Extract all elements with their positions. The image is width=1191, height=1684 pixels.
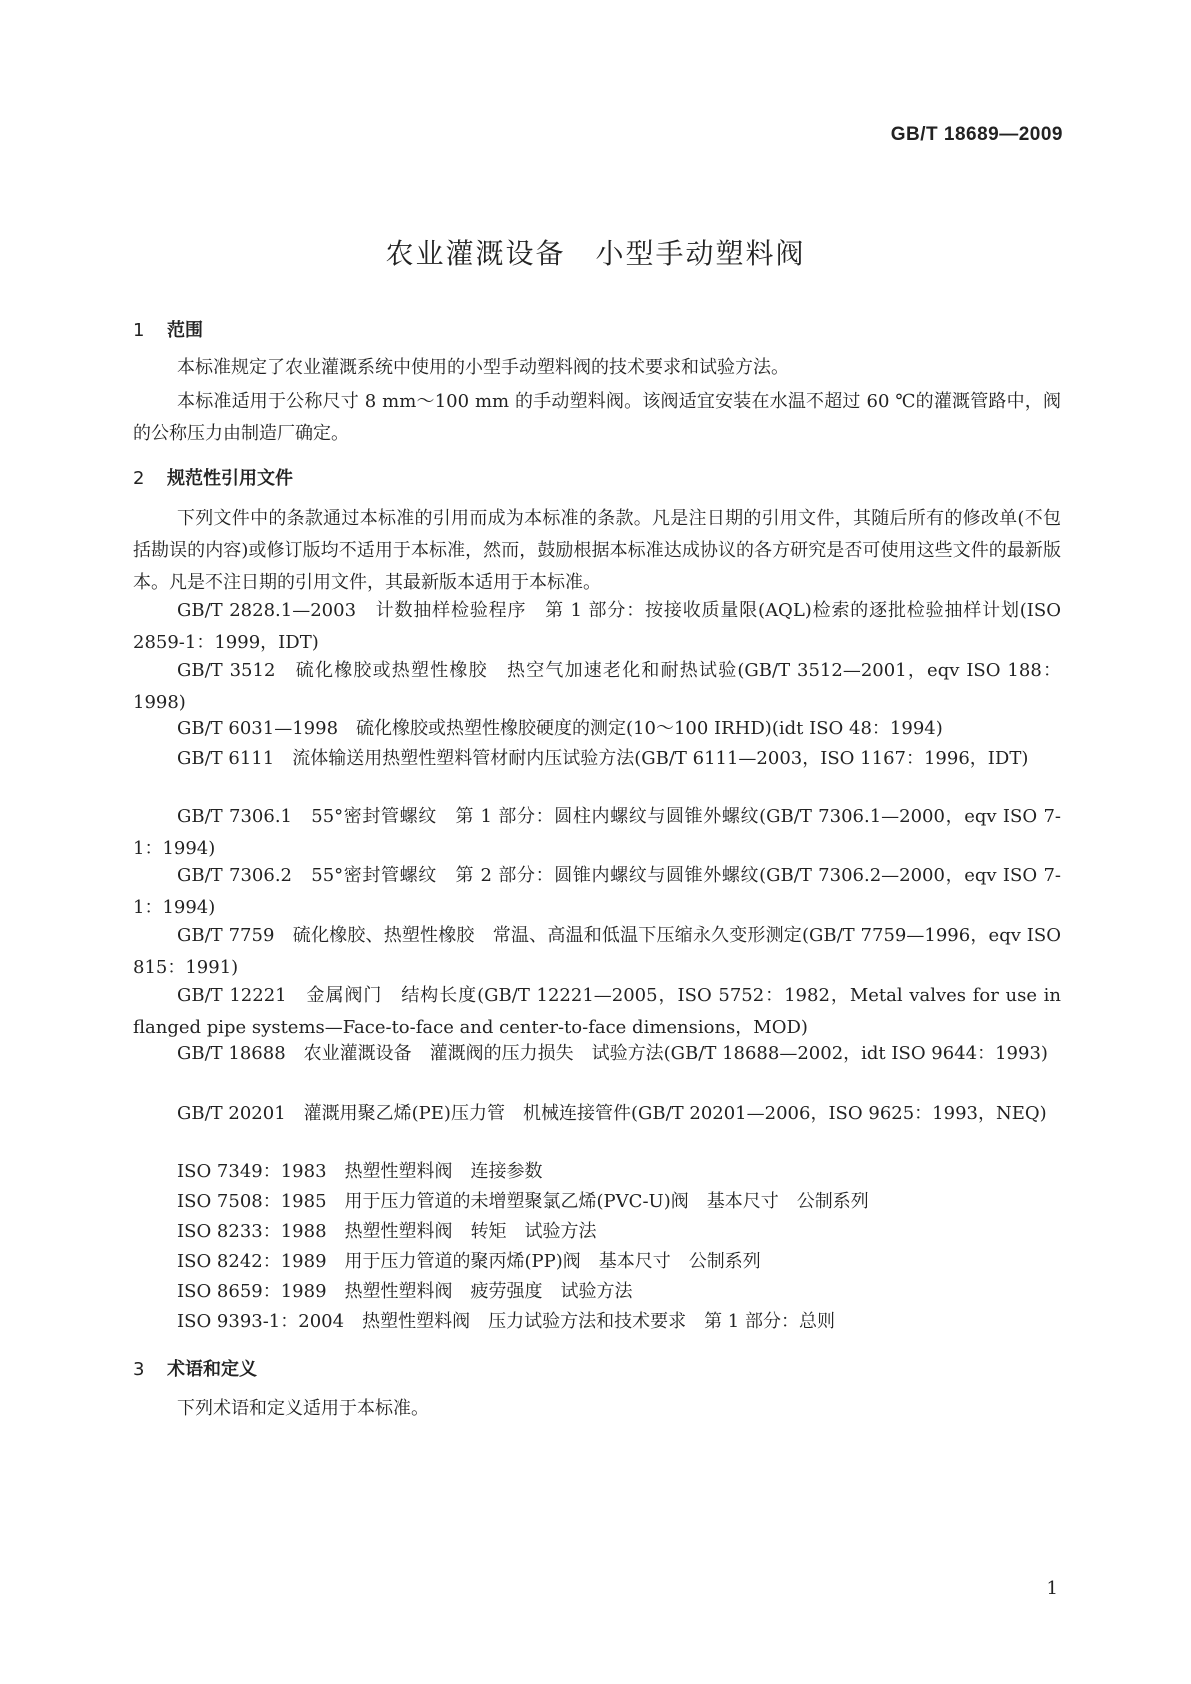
reference-item: GB/T 6111 流体输送用热塑性塑料管材耐内压试验方法(GB/T 6111—2003，ISO 1167：1996，IDT) [177,748,1029,769]
reference-item: GB/T 12221 金属阀门 结构长度(GB/T 12221—2005，ISO 5752：1982，Metal valves for use in flanged pipe systems—Face-to-face and center-to-face dimensions，MOD) [133,985,1061,1038]
references-intro: 下列文件中的条款通过本标准的引用而成为本标准的条款。凡是注日期的引用文件，其随后所有的修改单(不包括勘误的内容)或修订版均不适用于本标准，然而，鼓励根据本标准达成协议的各方研究是否可使用这些文件的最新版本。凡是不注日期的引用文件，其最新版本适用于本标准。 [133,508,1061,593]
reference-item: ISO 7349：1983 热塑性塑料阀 连接参数 [177,1161,543,1182]
section-3-heading [133,1355,257,1381]
reference-item: ISO 8233：1988 热塑性塑料阀 转矩 试验方法 [177,1221,597,1242]
section-1-heading [133,316,203,342]
standard-number: GB/T 18689—2009 [890,124,1063,145]
document-title: 农业灌溉设备 小型手动塑料阀 [385,237,806,270]
section-2-heading [133,464,293,490]
reference-item: ISO 9393-1：2004 热塑性塑料阀 压力试验方法和技术要求 第 1 部分：总则 [177,1311,835,1332]
section-number: 3 [133,1359,145,1380]
reference-item: GB/T 6031—1998 硫化橡胶或热塑性橡胶硬度的测定(10～100 IRHD)(idt ISO 48：1994) [177,718,943,739]
section-number: 2 [133,468,145,489]
section-title: 范围 [167,320,203,341]
reference-item: GB/T 18688 农业灌溉设备 灌溉阀的压力损失 试验方法(GB/T 18688—2002，idt ISO 9644：1993) [177,1043,1048,1064]
terms-intro: 下列术语和定义适用于本标准。 [177,1398,429,1419]
reference-item: ISO 7508：1985 用于压力管道的未增塑聚氯乙烯(PVC-U)阀 基本尺寸 公制系列 [177,1191,869,1212]
section-number: 1 [133,320,145,341]
reference-item: GB/T 3512 硫化橡胶或热塑性橡胶 热空气加速老化和耐热试验(GB/T 3512—2001，eqv ISO 188：1998) [133,660,1061,713]
reference-item: ISO 8659：1989 热塑性塑料阀 疲劳强度 试验方法 [177,1281,633,1302]
reference-item: GB/T 7306.1 55°密封管螺纹 第 1 部分：圆柱内螺纹与圆锥外螺纹(GB/T 7306.1—2000，eqv ISO 7-1：1994) [133,806,1061,859]
reference-item: GB/T 2828.1—2003 计数抽样检验程序 第 1 部分：按接收质量限(AQL)检索的逐批检验抽样计划(ISO 2859-1：1999，IDT) [133,600,1061,653]
reference-item: GB/T 7306.2 55°密封管螺纹 第 2 部分：圆锥内螺纹与圆锥外螺纹(GB/T 7306.2—2000，eqv ISO 7-1：1994) [133,865,1061,918]
scope-paragraph: 本标准适用于公称尺寸 8 mm～100 mm 的手动塑料阀。该阀适宜安装在水温不超过 60 ℃的灌溉管路中，阀的公称压力由制造厂确定。 [133,391,1061,444]
section-title: 规范性引用文件 [167,468,293,489]
section-title: 术语和定义 [167,1359,257,1380]
page-number: 1 [1046,1578,1058,1599]
reference-item: ISO 8242：1989 用于压力管道的聚丙烯(PP)阀 基本尺寸 公制系列 [177,1251,761,1272]
reference-item: GB/T 7759 硫化橡胶、热塑性橡胶 常温、高温和低温下压缩永久变形测定(GB/T 7759—1996，eqv ISO 815：1991) [133,925,1061,978]
reference-item: GB/T 20201 灌溉用聚乙烯(PE)压力管 机械连接管件(GB/T 20201—2006，ISO 9625：1993，NEQ) [177,1103,1047,1124]
scope-paragraph: 本标准规定了农业灌溉系统中使用的小型手动塑料阀的技术要求和试验方法。 [177,357,789,378]
